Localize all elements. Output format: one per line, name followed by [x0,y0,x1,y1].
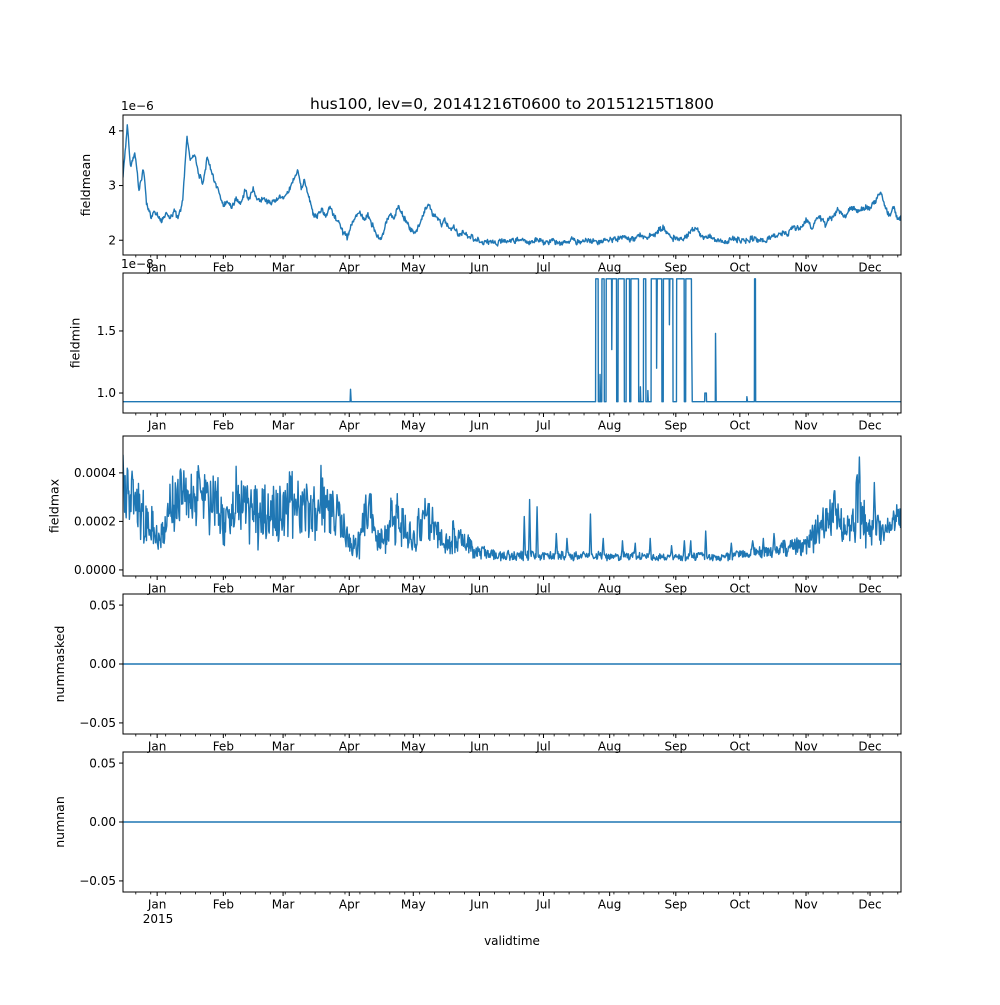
y-tick-label: 0.0000 [74,563,116,578]
y-tick-label: 0.00 [89,815,116,830]
ylabel-numnan: numnan [52,796,68,848]
x-tick-label: Feb [212,260,234,275]
x-tick-label: Mar [271,739,295,754]
x-tick-label: Apr [338,418,360,433]
x-tick-label: Nov [794,739,818,754]
ylabel-fieldmax: fieldmax [46,478,62,534]
x-tick-label: Feb [212,418,234,433]
x-tick-label: Jan [147,739,167,754]
y-tick-label: −0.05 [79,716,116,731]
x-tick-label: Jul [536,897,551,912]
x-tick-label: Aug [597,418,622,433]
x-tick-label: Jun [470,739,489,754]
x-tick-label: Feb [212,739,234,754]
x-tick-label: Dec [858,581,882,596]
chart-title: hus100, lev=0, 20141216T0600 to 20151215T1800 [310,95,714,113]
y-tick-label: 0.0004 [74,466,116,481]
x-tick-label: Oct [729,418,751,433]
y-tick-label: 1.5 [96,324,116,339]
x-tick-label: Jan [147,581,167,596]
x-tick-label: Feb [212,897,234,912]
x-tick-label: May [400,739,426,754]
x-tick-label: Aug [597,897,622,912]
x-tick-label: Dec [858,418,882,433]
x-tick-label: May [400,418,426,433]
x-tick-label: Jun [470,418,489,433]
x-tick-label: Sep [664,897,688,912]
x-tick-label: Oct [729,739,751,754]
x-tick-label: Jan [147,260,167,275]
x-tick-label: Feb [212,581,234,596]
x-tick-label: Aug [597,581,622,596]
x-tick-label: Jul [536,418,551,433]
x-tick-label: Jul [536,581,551,596]
ylabel-fieldmin: fieldmin [67,317,83,369]
x-tick-label: Nov [794,260,818,275]
x-tick-label: Sep [664,581,688,596]
x-tick-label: Aug [597,739,622,754]
x-tick-label: Dec [858,739,882,754]
x-axis-label: validtime [484,934,540,948]
x-tick-label: May [400,260,426,275]
x-tick-label: May [400,897,426,912]
x-tick-label: Dec [858,897,882,912]
year-label: 2015 [142,912,174,926]
x-tick-label: Dec [858,260,882,275]
x-tick-label: Apr [338,897,360,912]
y-tick-label: −0.05 [79,874,116,889]
y-tick-label: 0.05 [89,756,116,771]
x-tick-label: Mar [271,260,295,275]
x-tick-label: Sep [664,260,688,275]
y-tick-label: 0.05 [89,598,116,613]
y-tick-label: 0.00 [89,657,116,672]
x-tick-label: Nov [794,897,818,912]
x-tick-label: Jun [470,897,489,912]
ylabel-nummasked: nummasked [52,625,68,703]
x-tick-label: Oct [729,581,751,596]
x-tick-label: Sep [664,418,688,433]
x-tick-label: Jan [147,418,167,433]
x-tick-label: Mar [271,897,295,912]
y-tick-label: 3 [108,178,116,193]
x-tick-label: Jun [470,581,489,596]
x-tick-label: May [400,581,426,596]
x-tick-label: Jan [147,897,167,912]
x-tick-label: Jul [536,739,551,754]
y-tick-label: 1.0 [96,386,116,401]
y-tick-label: 0.0002 [74,514,116,529]
offset-label-fieldmin: 1e−8 [121,257,154,271]
x-tick-label: Nov [794,418,818,433]
x-tick-label: Apr [338,260,360,275]
x-tick-label: Oct [729,260,751,275]
y-tick-label: 4 [108,124,116,139]
ylabel-fieldmean: fieldmean [78,153,94,217]
x-tick-label: Oct [729,897,751,912]
y-tick-label: 2 [108,233,116,248]
x-tick-label: Jul [536,260,551,275]
x-tick-label: Apr [338,581,360,596]
x-tick-label: Nov [794,581,818,596]
offset-label-fieldmean: 1e−6 [121,99,154,113]
x-tick-label: Jun [470,260,489,275]
x-tick-label: Mar [271,581,295,596]
x-tick-label: Aug [597,260,622,275]
x-tick-label: Mar [271,418,295,433]
x-tick-label: Apr [338,739,360,754]
x-tick-label: Sep [664,739,688,754]
